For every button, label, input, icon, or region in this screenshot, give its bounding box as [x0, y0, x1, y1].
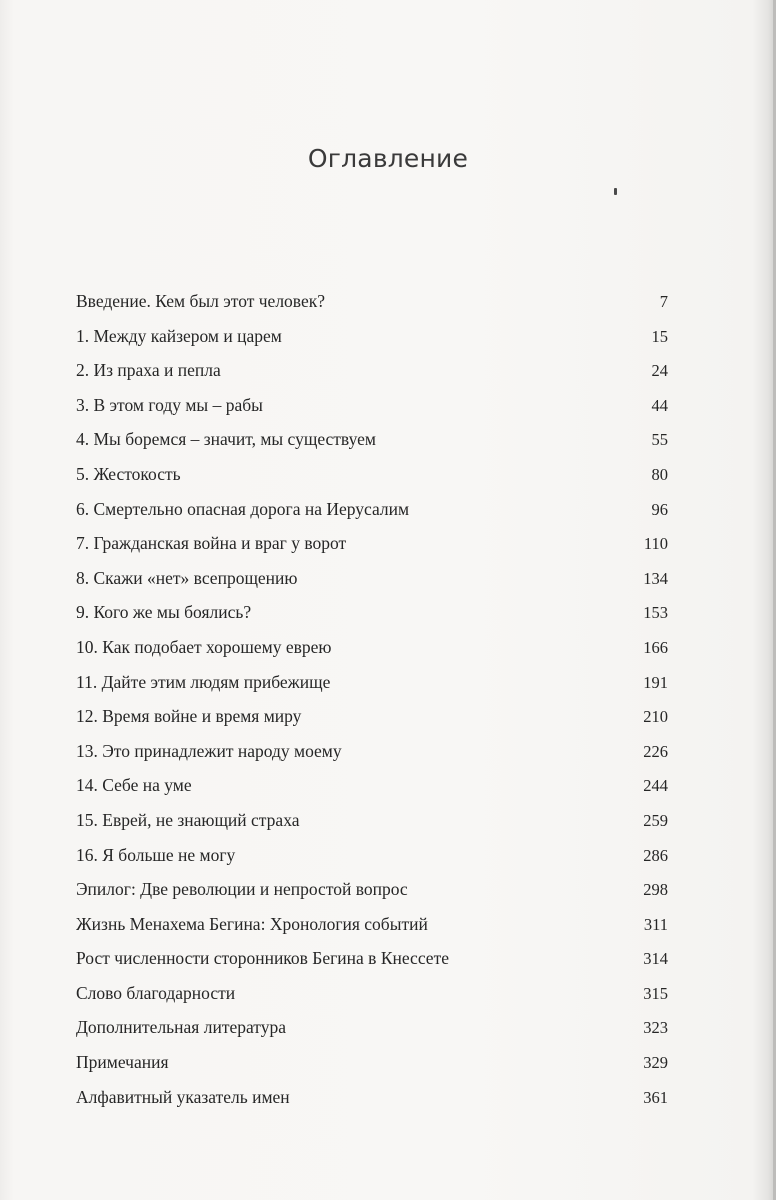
toc-entry-page-number: 134: [643, 568, 668, 588]
toc-entry-title: Дополнительная литература: [76, 1017, 286, 1038]
toc-entry-page-number: 55: [651, 430, 668, 450]
toc-entry: [76, 422, 668, 457]
toc-entry: [76, 630, 668, 665]
toc-entry: [76, 699, 668, 734]
toc-entry-page-number: 311: [643, 914, 668, 934]
toc-entry-page-number: 15: [651, 326, 668, 346]
toc-entry-title: 5. Жестокость: [76, 463, 181, 484]
toc-entry: [76, 803, 668, 838]
toc-entry-title: 12. Время войне и время миру: [76, 706, 302, 727]
toc-entry-page-number: 24: [651, 361, 668, 381]
toc-entry-title: Жизнь Менахема Бегина: Хронология событий: [76, 913, 428, 934]
toc-entry: [76, 838, 668, 873]
toc-entry-page-number: 298: [643, 880, 668, 900]
toc-entry-page-number: 153: [643, 603, 668, 623]
toc-entry-title: 4. Мы боремся – значит, мы существуем: [76, 429, 376, 450]
toc-entry-page-number: 323: [643, 1018, 668, 1038]
toc-entry: [76, 595, 668, 630]
toc-entry: [76, 284, 668, 319]
toc-entry-page-number: 96: [651, 499, 668, 519]
toc-entry: [76, 388, 668, 423]
toc-entry-page-number: 210: [643, 707, 668, 727]
toc-entry-page-number: 110: [643, 534, 668, 554]
toc-entry-page-number: 329: [643, 1053, 668, 1073]
toc-entry-page-number: 226: [643, 741, 668, 761]
toc-entry: [76, 872, 668, 907]
toc-entry: [76, 1080, 668, 1115]
table-of-contents: [76, 284, 668, 1114]
toc-entry-page-number: 259: [643, 810, 668, 830]
toc-entry: [76, 353, 668, 388]
toc-entry-title: Алфавитный указатель имен: [76, 1086, 290, 1107]
toc-entry-page-number: 286: [643, 845, 668, 865]
toc-entry-title: Рост численности сторонников Бегина в Кнессете: [76, 948, 449, 969]
toc-entry: [76, 561, 668, 596]
toc-entry: [76, 768, 668, 803]
toc-entry-title: 13. Это принадлежит народу моему: [76, 740, 342, 761]
toc-entry-title: Примечания: [76, 1052, 169, 1073]
toc-entry-title: 9. Кого же мы боялись?: [76, 602, 252, 623]
toc-entry-title: Введение. Кем был этот человек?: [76, 291, 325, 311]
toc-entry-title: 7. Гражданская война и враг у ворот: [76, 533, 347, 554]
toc-entry: [76, 976, 668, 1011]
toc-entry-title: 6. Смертельно опасная дорога на Иерусалим: [76, 498, 410, 519]
toc-entry-title: 14. Себе на уме: [76, 775, 192, 796]
toc-entry: [76, 457, 668, 492]
toc-entry-page-number: 166: [643, 637, 668, 657]
toc-entry-title: Слово благодарности: [76, 982, 236, 1003]
toc-entry-page-number: 44: [651, 395, 668, 415]
toc-entry-page-number: 191: [643, 672, 668, 692]
toc-entry: [76, 734, 668, 769]
toc-entry-page-number: 315: [643, 983, 668, 1003]
toc-entry: [76, 1010, 668, 1045]
toc-entry-page-number: 80: [651, 464, 668, 484]
toc-entry: [76, 492, 668, 527]
toc-entry-title: 2. Из праха и пепла: [76, 360, 221, 381]
toc-entry-page-number: 361: [643, 1087, 668, 1107]
toc-entry-page-number: 314: [643, 949, 668, 969]
toc-entry-title: 15. Еврей, не знающий страха: [76, 809, 300, 830]
toc-entry-title: Эпилог: Две революции и непростой вопрос: [76, 879, 408, 900]
toc-entry-title: 8. Скажи «нет» всепрощению: [76, 567, 298, 588]
toc-entry-title: 1. Между кайзером и царем: [76, 325, 282, 346]
toc-entry-title: 3. В этом году мы – рабы: [76, 394, 263, 415]
page-title: Оглавление: [307, 144, 469, 173]
toc-entry-title: 10. Как подобает хорошему еврею: [76, 636, 332, 657]
toc-entry: [76, 526, 668, 561]
toc-entry-page-number: 244: [643, 776, 668, 796]
toc-entry: [76, 907, 668, 942]
toc-entry: [76, 1045, 668, 1080]
toc-entry-title: 16. Я больше не могу: [76, 844, 236, 865]
toc-entry: [76, 319, 668, 354]
toc-entry: [76, 941, 668, 976]
toc-entry-title: 11. Дайте этим людям прибежище: [76, 671, 331, 692]
toc-entry-page-number: 7: [659, 292, 668, 311]
ink-mark: [614, 188, 617, 195]
toc-entry: [76, 665, 668, 700]
